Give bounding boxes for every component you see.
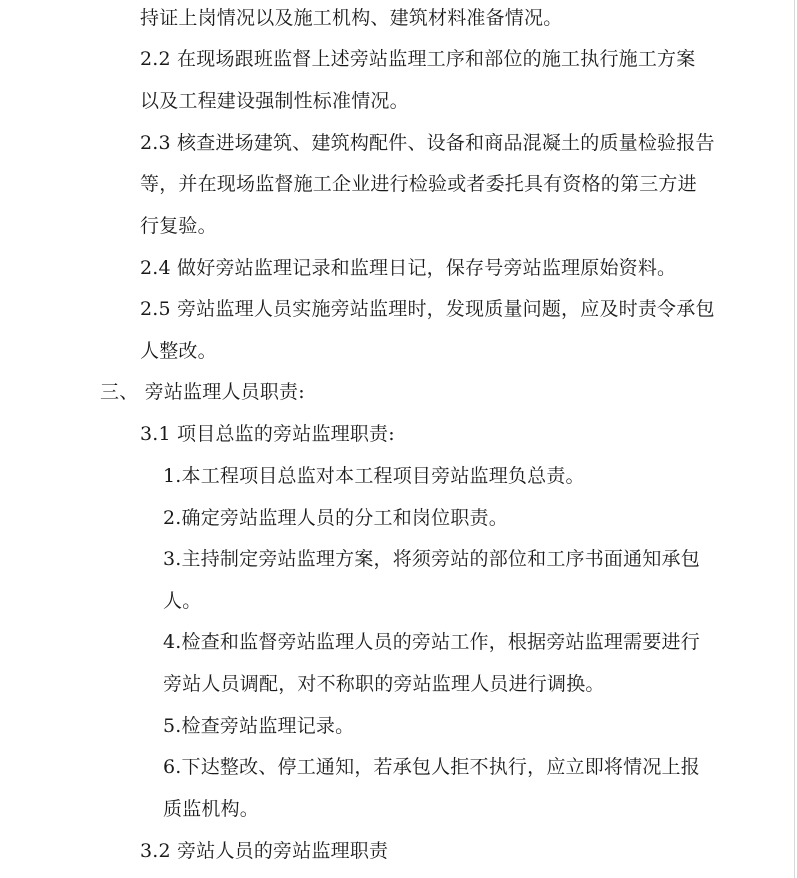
list-item-continuation: 人。: [163, 590, 202, 612]
list-item-continuation: 旁站人员调配，对不称职的旁站监理人员进行调换。: [163, 673, 605, 695]
text-line: 持证上岗情况以及施工机构、建筑材料准备情况。: [140, 7, 563, 29]
page-edge-divider: [794, 0, 795, 878]
text-line: 2.5 旁站监理人员实施旁站监理时，发现质量问题，应及时责令承包: [140, 298, 715, 320]
list-item: 1.本工程项目总监对本工程项目旁站监理负总责。: [163, 465, 585, 487]
subsection-heading: 3.1 项目总监的旁站监理职责:: [140, 423, 395, 445]
list-item-continuation: 质监机构。: [163, 798, 260, 820]
text-line: 2.4 做好旁站监理记录和监理日记，保存号旁站监理原始资料。: [140, 257, 677, 279]
text-line: 2.2 在现场跟班监督上述旁站监理工序和部位的施工执行施工方案: [140, 48, 696, 70]
text-line: 以及工程建设强制性标准情况。: [140, 90, 409, 112]
subsection-heading: 3.2 旁站人员的旁站监理职责: [140, 840, 389, 862]
list-item: 5.检查旁站监理记录。: [163, 715, 355, 737]
list-item: 3.主持制定旁站监理方案，将须旁站的部位和工序书面通知承包: [163, 548, 700, 570]
list-item: 6.下达整改、停工通知，若承包人拒不执行，应立即将情况上报: [163, 756, 700, 778]
text-line: 2.3 核查进场建筑、建筑构配件、设备和商品混凝土的质量检验报告: [140, 132, 715, 154]
list-item: 2.确定旁站监理人员的分工和岗位职责。: [163, 507, 508, 529]
list-item: 4.检查和监督旁站监理人员的旁站工作，根据旁站监理需要进行: [163, 631, 700, 653]
section-heading: 三、 旁站监理人员职责:: [100, 381, 305, 403]
text-line: 人整改。: [140, 340, 217, 362]
text-line: 行复验。: [140, 215, 217, 237]
text-line: 等，并在现场监督施工企业进行检验或者委托具有资格的第三方进: [140, 173, 697, 195]
